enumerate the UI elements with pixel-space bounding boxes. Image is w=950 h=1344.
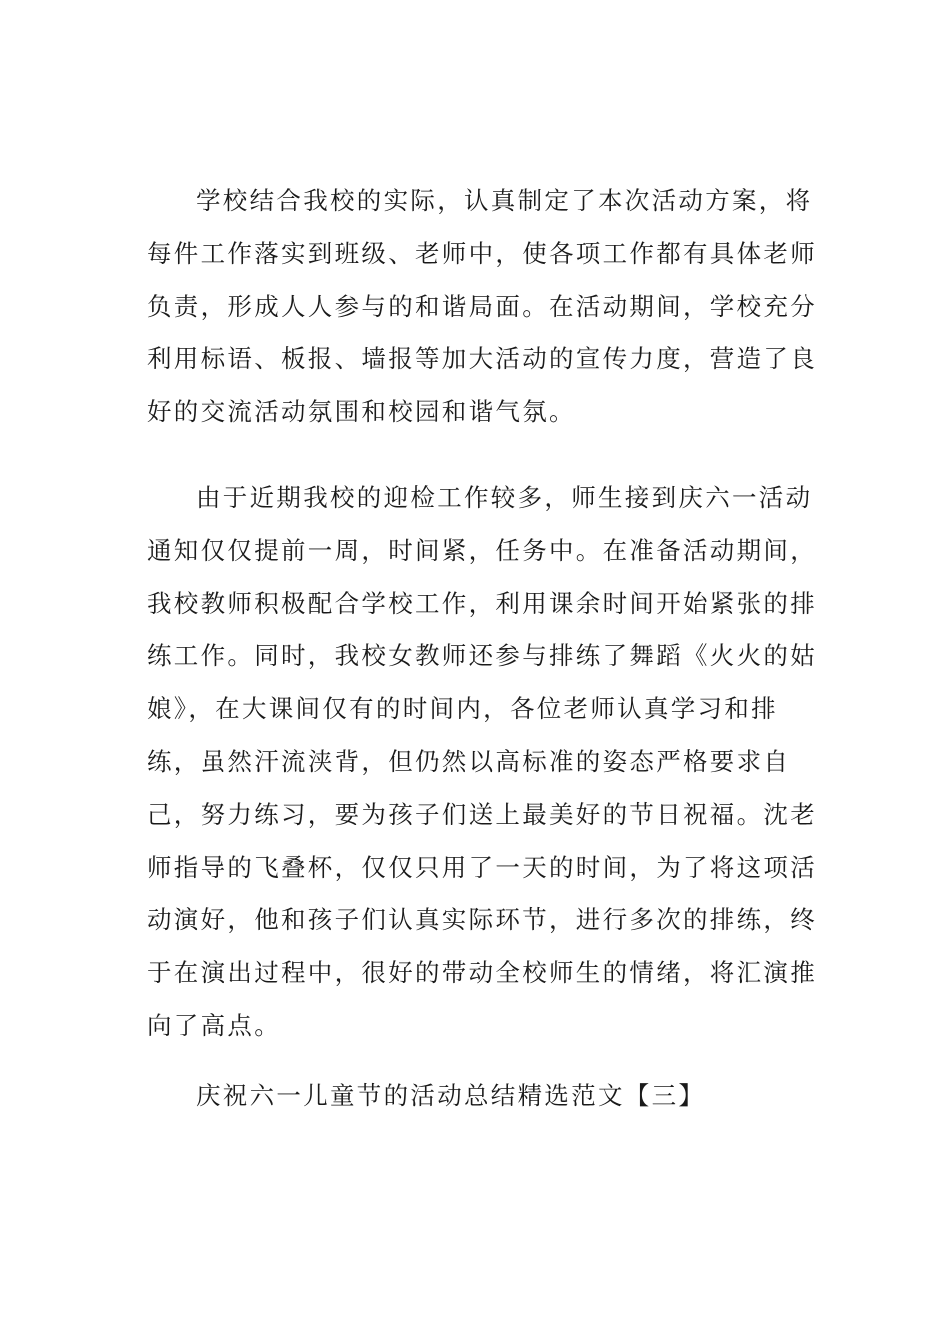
paragraph-line: 师指导的飞叠杯，仅仅只用了一天的时间，为了将这项活: [147, 852, 817, 882]
paragraph-line: 己，努力练习，要为孩子们送上最美好的节日祝福。沈老: [147, 799, 817, 829]
paragraph-line: 每件工作落实到班级、老师中，使各项工作都有具体老师: [147, 238, 817, 268]
paragraph-line: 利用标语、板报、墙报等加大活动的宣传力度，营造了良: [147, 344, 817, 374]
section-heading: [147, 1070, 787, 1123]
paragraph-line: 娘》，在大课间仅有的时间内，各位老师认真学习和排: [147, 694, 778, 724]
paragraph-line: 通知仅仅提前一周，时间紧，任务中。在准备活动期间，: [147, 535, 817, 565]
paragraph-line: 于在演出过程中，很好的带动全校师生的情绪，将汇演推: [147, 958, 817, 988]
paragraph-line: 好的交流活动氛围和校园和谐气氛。: [147, 397, 576, 427]
section-heading-text: 庆祝六一儿童节的活动总结精选范文【三】: [196, 1081, 706, 1110]
paragraph-2: [147, 472, 817, 1053]
paragraph-line: 由于近期我校的迎检工作较多，师生接到庆六一活动: [196, 483, 813, 512]
paragraph-line: 学校结合我校的实际，认真制定了本次活动方案，将: [196, 186, 813, 215]
paragraph-line: 向了高点。: [147, 1010, 281, 1040]
paragraph-line: 负责，形成人人参与的和谐局面。在活动期间，学校充分: [147, 291, 817, 321]
paragraph-line: 练，虽然汗流浃背，但仍然以高标准的姿态严格要求自: [147, 746, 791, 776]
paragraph-line: 练工作。同时，我校女教师还参与排练了舞蹈《火火的姑: [147, 641, 817, 671]
paragraph-1: [147, 175, 817, 439]
paragraph-line: 动演好，他和孩子们认真实际环节，进行多次的排练，终: [147, 905, 817, 935]
paragraph-line: 我校教师积极配合学校工作，利用课余时间开始紧张的排: [147, 588, 817, 618]
